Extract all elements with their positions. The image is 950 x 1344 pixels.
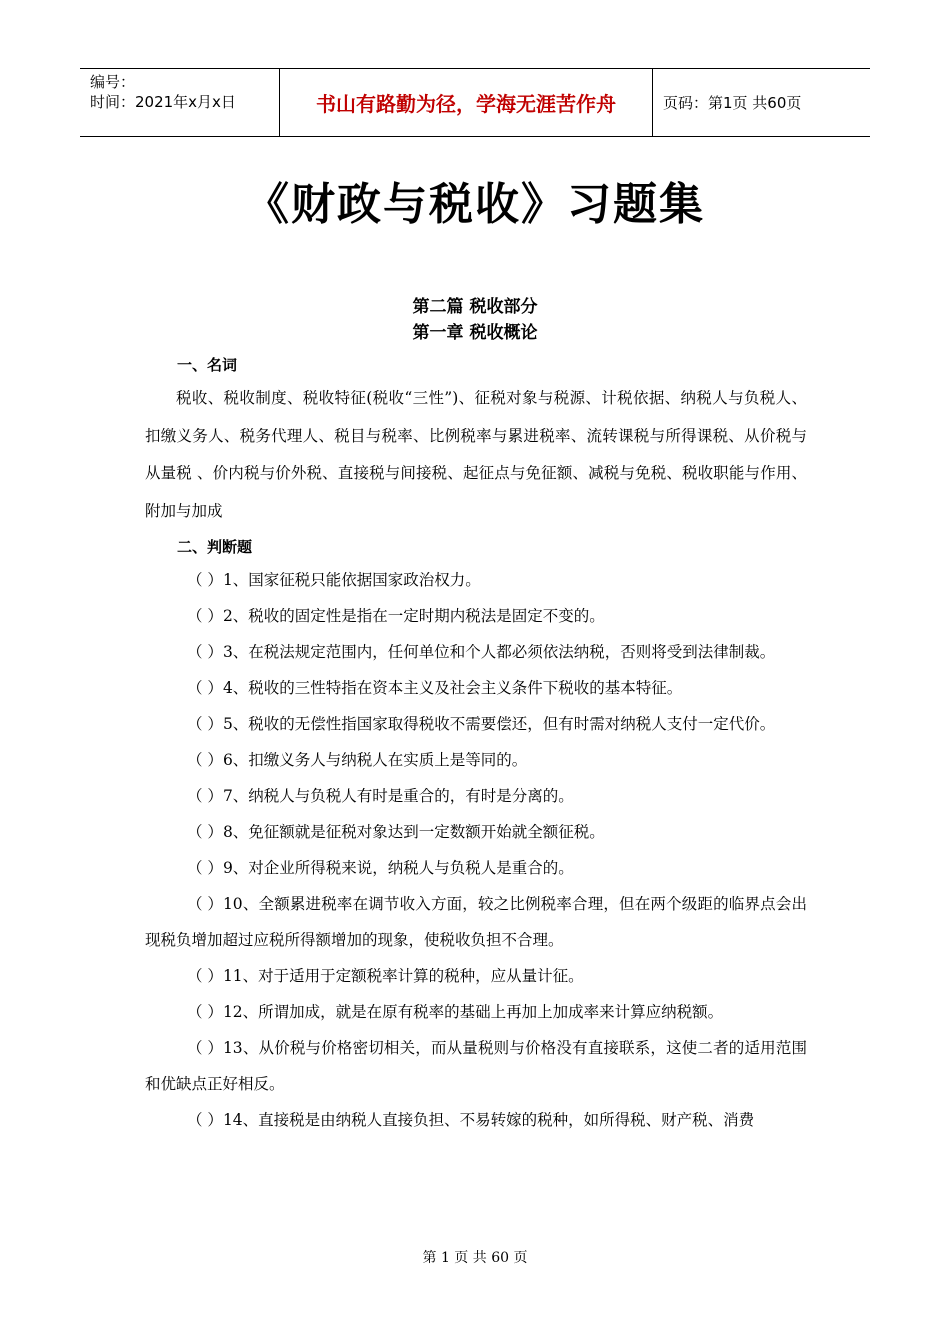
page-footer: 第 1 页 共 60 页: [422, 1250, 528, 1266]
page-header: [80, 68, 870, 137]
list-item: （ ）5、税收的无偿性指国家取得税收不需要偿还，但有时需对纳税人支付一定代价。: [187, 715, 776, 733]
terms-paragraph: 税收、税收制度、税收特征(税收“三性”)、征税对象与税源、计税依据、纳税人与负税人、扣缴义务人、税务代理人、税目与税率、比例税率与累进税率、流转课税与所得课税、从价税与从量税 、价内税与价外税、直接税与间接税、起征点与免征额、减税与免税、税收职能与作用、附加与加成: [145, 389, 807, 520]
judgment-question-list: [145, 562, 807, 1138]
list-item: （ ）6、扣缴义务人与纳税人在实质上是等同的。: [187, 751, 528, 769]
list-item: （ ）12、所谓加成，就是在原有税率的基础上再加上加成率来计算应纳税额。: [187, 1003, 724, 1021]
list-item: （ ）3、在税法规定范围内，任何单位和个人都必须依法纳税，否则将受到法律制裁。: [187, 643, 776, 661]
list-item: （ ）2、税收的固定性是指在一定时期内税法是固定不变的。: [187, 607, 605, 625]
section-heading-terms: 一、名词: [177, 356, 238, 374]
section-heading-judgment: 二、判断题: [177, 538, 253, 556]
list-item: （ ）7、纳税人与负税人有时是重合的，有时是分离的。: [187, 787, 574, 805]
document-time: 时间：2021年x月x日: [90, 93, 236, 111]
document-title: 《财政与税收》习题集: [245, 179, 705, 230]
list-item: （ ）1、国家征税只能依据国家政治权力。: [187, 571, 481, 589]
header-motto: 书山有路勤为径，学海无涯苦作舟: [280, 69, 653, 136]
part-heading: 第二篇 税收部分: [412, 297, 538, 317]
list-item: （ ）4、税收的三性特指在资本主义及社会主义条件下税收的基本特征。: [187, 679, 683, 697]
document-number-label: 编号：: [90, 73, 136, 91]
chapter-heading: 第一章 税收概论: [412, 323, 538, 343]
header-page-info: 页码：第1页 共60页: [663, 94, 802, 112]
list-item: （ ）11、对于适用于定额税率计算的税种，应从量计征。: [187, 967, 584, 985]
header-meta: [80, 69, 280, 136]
list-item: （ ）8、免征额就是征税对象达到一定数额开始就全额征税。: [187, 823, 605, 841]
terms-paragraph-block: [145, 380, 807, 530]
list-item: （ ）10、全额累进税率在调节收入方面，较之比例税率合理，但在两个级距的临界点会出现税负增加超过应税所得额增加的现象，使税收负担不合理。: [145, 895, 807, 949]
list-item: （ ）9、对企业所得税来说，纳税人与负税人是重合的。: [187, 859, 574, 877]
list-item: （ ）13、从价税与价格密切相关，而从量税则与价格没有直接联系，这使二者的适用范围和优缺点正好相反。: [145, 1039, 807, 1093]
list-item: （ ）14、直接税是由纳税人直接负担、不易转嫁的税种，如所得税、财产税、消费: [187, 1111, 755, 1129]
